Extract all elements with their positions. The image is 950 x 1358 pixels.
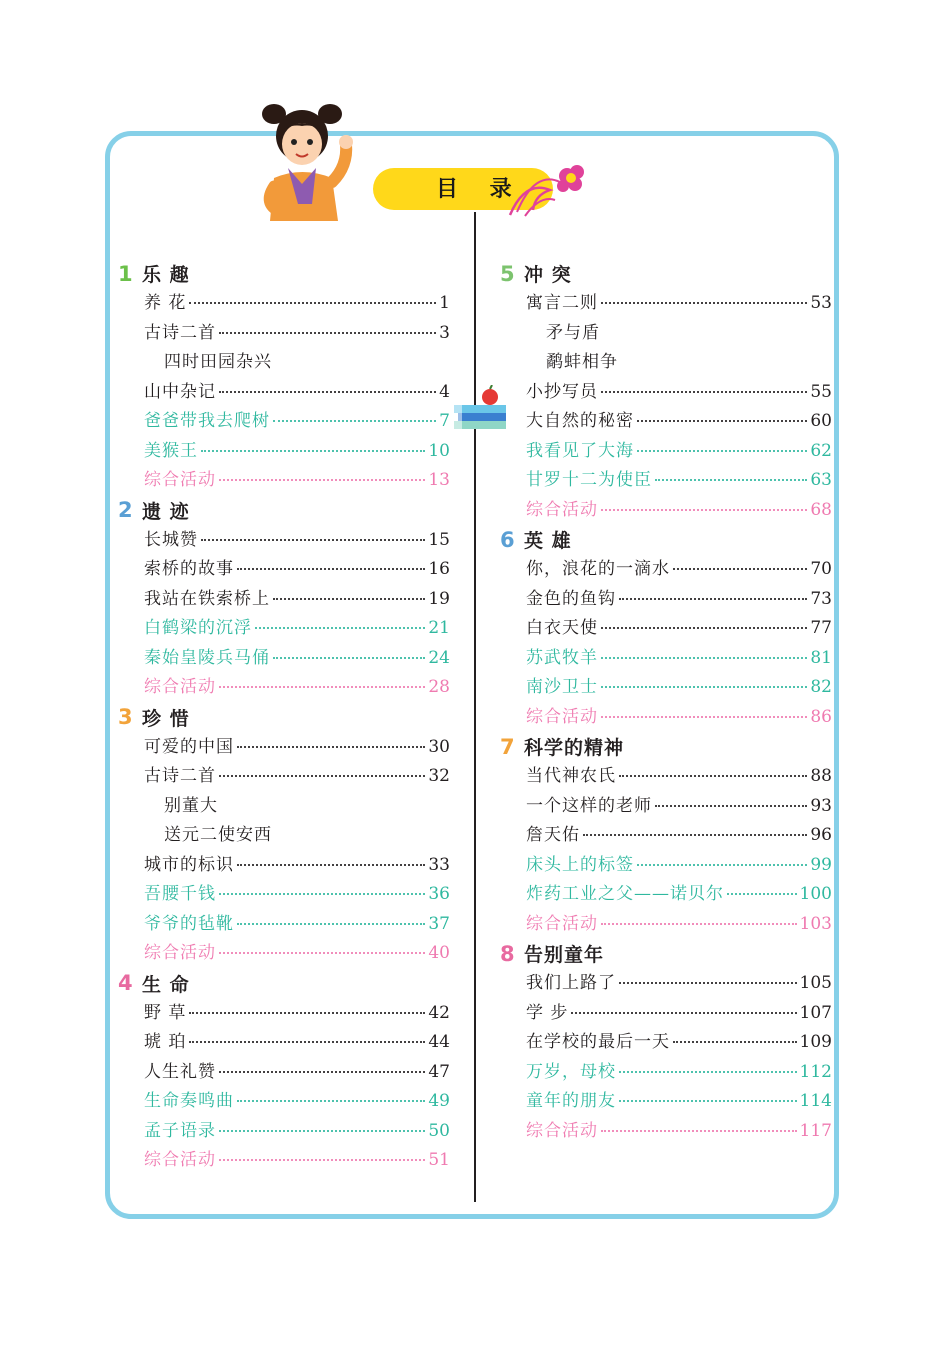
entry-title: 当代神农氏 xyxy=(526,766,616,786)
entry-title: 四时田园杂兴 xyxy=(164,352,272,372)
leader-dots xyxy=(637,420,807,422)
entry-page-number: 36 xyxy=(428,884,450,904)
entry-title: 我看见了大海 xyxy=(526,440,634,461)
toc-entry[interactable] xyxy=(500,554,832,584)
leader-dots xyxy=(601,627,807,629)
entry-page-number: 82 xyxy=(810,677,832,697)
entry-title: 综合活动 xyxy=(144,943,216,963)
entry-title: 学 步 xyxy=(526,1002,569,1023)
toc-entry[interactable] xyxy=(118,613,450,643)
entry-title: 综合活动 xyxy=(526,913,598,934)
leader-dots xyxy=(237,864,425,866)
toc-entry[interactable] xyxy=(118,909,450,939)
entry-title: 综合活动 xyxy=(526,499,598,520)
entry-page-number: 7 xyxy=(439,411,450,431)
entry-title: 孟子语录 xyxy=(144,1120,216,1141)
leader-dots xyxy=(189,302,436,304)
toc-entry[interactable] xyxy=(500,406,832,436)
leader-dots xyxy=(673,568,807,570)
toc-entry[interactable] xyxy=(118,761,450,791)
entry-title: 综合活动 xyxy=(144,677,216,697)
entry-title: 山中杂记 xyxy=(144,381,216,402)
entry-page-number: 60 xyxy=(810,411,832,431)
toc-entry[interactable] xyxy=(118,465,450,495)
unit-number: 6 xyxy=(500,527,515,552)
toc-entry[interactable] xyxy=(118,406,450,436)
entry-title: 索桥的故事 xyxy=(144,559,234,579)
entry-page-number: 37 xyxy=(428,913,450,934)
toc-entry[interactable] xyxy=(118,554,450,584)
entry-page-number: 30 xyxy=(428,736,450,757)
unit-heading xyxy=(500,525,832,554)
leader-dots xyxy=(601,302,807,304)
leader-dots xyxy=(219,332,436,334)
toc-entry[interactable] xyxy=(118,850,450,880)
entry-page-number: 63 xyxy=(810,470,832,490)
entry-title: 别董大 xyxy=(164,795,218,816)
leader-dots xyxy=(601,657,807,659)
toc-entry[interactable] xyxy=(500,1027,832,1057)
entry-title: 吾腰千钱 xyxy=(144,884,216,904)
unit-heading xyxy=(500,732,832,761)
leader-dots xyxy=(219,391,436,393)
toc-entry[interactable] xyxy=(118,820,450,850)
leader-dots xyxy=(601,716,807,718)
entry-page-number: 32 xyxy=(428,766,450,786)
unit-heading xyxy=(500,259,832,288)
toc-entry[interactable] xyxy=(500,347,832,377)
entry-page-number: 112 xyxy=(799,1061,832,1082)
toc-entry[interactable] xyxy=(500,968,832,998)
unit-title: 英 雄 xyxy=(524,530,572,552)
toc-entry[interactable] xyxy=(500,318,832,348)
entry-title: 白鹤梁的沉浮 xyxy=(144,618,252,638)
entry-page-number: 28 xyxy=(428,677,450,697)
unit-heading xyxy=(118,703,450,732)
toc-entry[interactable] xyxy=(500,436,832,466)
entry-title: 爷爷的毡靴 xyxy=(144,913,234,934)
leader-dots xyxy=(237,746,425,748)
leader-dots xyxy=(189,1041,425,1043)
leader-dots xyxy=(655,805,807,807)
toc-entry[interactable] xyxy=(500,1057,832,1087)
entry-page-number: 62 xyxy=(810,440,832,461)
leader-dots xyxy=(273,598,425,600)
leader-dots xyxy=(655,479,807,481)
entry-title: 人生礼赞 xyxy=(144,1061,216,1082)
entry-title: 长城赞 xyxy=(144,529,198,550)
toc-entry[interactable] xyxy=(118,288,450,318)
entry-page-number: 13 xyxy=(428,470,450,490)
toc-entry[interactable] xyxy=(118,347,450,377)
toc-entry[interactable] xyxy=(118,998,450,1028)
leader-dots xyxy=(637,864,807,866)
entry-page-number: 16 xyxy=(428,559,450,579)
entry-page-number: 93 xyxy=(810,795,832,816)
entry-page-number: 107 xyxy=(799,1002,832,1023)
leader-dots xyxy=(273,657,425,659)
toc-entry[interactable] xyxy=(118,1027,450,1057)
toc-left-column xyxy=(118,258,450,1175)
leader-dots xyxy=(237,568,425,570)
entry-title: 一个这样的老师 xyxy=(526,795,652,816)
leader-dots xyxy=(619,982,797,984)
toc-entry[interactable] xyxy=(500,850,832,880)
unit-number: 4 xyxy=(118,971,133,995)
entry-title: 美猴王 xyxy=(144,440,198,461)
entry-page-number: 49 xyxy=(428,1091,450,1111)
toc-entry[interactable] xyxy=(118,879,450,909)
unit-heading xyxy=(118,496,450,525)
entry-page-number: 51 xyxy=(428,1150,450,1170)
toc-entry[interactable] xyxy=(500,584,832,614)
leader-dots xyxy=(219,479,425,481)
girl-illustration xyxy=(252,96,362,221)
leader-dots xyxy=(601,1130,797,1132)
toc-right-column xyxy=(500,258,832,1145)
toc-entry[interactable] xyxy=(500,377,832,407)
unit-number: 3 xyxy=(118,705,133,729)
entry-title: 床头上的标签 xyxy=(526,854,634,875)
toc-entry[interactable] xyxy=(118,1145,450,1175)
leader-dots xyxy=(219,952,425,954)
toc-entry[interactable] xyxy=(118,318,450,348)
entry-page-number: 103 xyxy=(799,913,832,934)
toc-entry[interactable] xyxy=(118,584,450,614)
entry-title: 古诗二首 xyxy=(144,766,216,786)
leader-dots xyxy=(219,893,425,895)
leader-dots xyxy=(189,1012,425,1014)
entry-page-number: 15 xyxy=(428,529,450,550)
entry-page-number: 86 xyxy=(810,706,832,727)
leader-dots xyxy=(219,686,425,688)
entry-page-number: 105 xyxy=(799,973,832,993)
entry-title: 野 草 xyxy=(144,1002,187,1023)
toc-entry[interactable] xyxy=(500,495,832,525)
leader-dots xyxy=(583,834,807,836)
entry-title: 爸爸带我去爬树 xyxy=(144,411,270,431)
leader-dots xyxy=(619,775,807,777)
unit-number: 7 xyxy=(500,734,515,759)
leader-dots xyxy=(619,1100,797,1102)
entry-title: 养 花 xyxy=(144,293,187,313)
entry-page-number: 40 xyxy=(428,943,450,963)
entry-title: 可爱的中国 xyxy=(144,736,234,757)
entry-page-number: 53 xyxy=(810,293,832,313)
toc-entry[interactable] xyxy=(118,436,450,466)
page-title: 目 录 xyxy=(436,177,524,202)
entry-title: 琥 珀 xyxy=(144,1032,187,1052)
leader-dots xyxy=(219,1130,425,1132)
entry-title: 综合活动 xyxy=(144,470,216,490)
entry-title: 古诗二首 xyxy=(144,322,216,343)
entry-title: 万岁，母校 xyxy=(526,1061,616,1082)
toc-entry[interactable] xyxy=(118,672,450,702)
entry-page-number: 33 xyxy=(428,854,450,875)
entry-title: 你，浪花的一滴水 xyxy=(526,559,670,579)
entry-title: 小抄写员 xyxy=(526,381,598,402)
entry-page-number: 88 xyxy=(810,766,832,786)
entry-title: 我们上路了 xyxy=(526,973,616,993)
leader-dots xyxy=(619,598,807,600)
toc-entry[interactable] xyxy=(118,643,450,673)
unit-title: 珍 惜 xyxy=(142,707,190,730)
leader-dots xyxy=(237,1100,425,1102)
unit-heading xyxy=(118,259,450,288)
entry-title: 炸药工业之父——诺贝尔 xyxy=(526,884,724,904)
toc-entry[interactable] xyxy=(118,377,450,407)
unit-number: 8 xyxy=(500,941,515,966)
toc-entry[interactable] xyxy=(500,791,832,821)
entry-page-number: 96 xyxy=(810,825,832,845)
entry-page-number: 117 xyxy=(799,1120,832,1141)
toc-entry[interactable] xyxy=(500,643,832,673)
toc-entry[interactable] xyxy=(500,909,832,939)
entry-page-number: 81 xyxy=(810,647,832,668)
toc-entry[interactable] xyxy=(500,465,832,495)
flower-decoration xyxy=(505,160,590,220)
toc-entry[interactable] xyxy=(118,732,450,762)
entry-page-number: 55 xyxy=(810,381,832,402)
entry-page-number: 21 xyxy=(428,618,450,638)
leader-dots xyxy=(601,923,797,925)
entry-title: 秦始皇陵兵马俑 xyxy=(144,647,270,668)
entry-page-number: 114 xyxy=(799,1091,832,1111)
entry-title: 甘罗十二为使臣 xyxy=(526,470,652,490)
toc-entry[interactable] xyxy=(118,525,450,555)
entry-page-number: 3 xyxy=(439,322,450,343)
entry-title: 综合活动 xyxy=(526,706,598,727)
entry-page-number: 109 xyxy=(799,1032,832,1052)
entry-title: 童年的朋友 xyxy=(526,1091,616,1111)
toc-entry[interactable] xyxy=(500,1086,832,1116)
leader-dots xyxy=(727,893,797,895)
entry-title: 詹天佑 xyxy=(526,825,580,845)
leader-dots xyxy=(601,686,807,688)
toc-entry[interactable] xyxy=(500,1116,832,1146)
entry-page-number: 68 xyxy=(810,499,832,520)
toc-entry[interactable] xyxy=(118,938,450,968)
entry-title: 综合活动 xyxy=(526,1120,598,1141)
entry-page-number: 1 xyxy=(439,293,450,313)
unit-title: 遗 迹 xyxy=(142,500,190,523)
leader-dots xyxy=(219,775,425,777)
entry-title: 综合活动 xyxy=(144,1150,216,1170)
entry-page-number: 77 xyxy=(810,618,832,638)
unit-number: 2 xyxy=(118,498,133,522)
leader-dots xyxy=(255,627,425,629)
entry-page-number: 10 xyxy=(428,440,450,461)
toc-entry[interactable] xyxy=(500,820,832,850)
column-divider xyxy=(474,212,476,1202)
leader-dots xyxy=(673,1041,797,1043)
leader-dots xyxy=(201,450,425,452)
toc-entry[interactable] xyxy=(500,998,832,1028)
entry-page-number: 50 xyxy=(428,1120,450,1141)
leader-dots xyxy=(219,1071,425,1073)
entry-title: 矛与盾 xyxy=(546,322,600,343)
entry-page-number: 4 xyxy=(439,381,450,402)
entry-page-number: 73 xyxy=(810,588,832,609)
unit-number: 5 xyxy=(500,261,515,286)
entry-page-number: 70 xyxy=(810,559,832,579)
leader-dots xyxy=(619,1071,797,1073)
entry-page-number: 47 xyxy=(428,1061,450,1082)
toc-entry[interactable] xyxy=(500,672,832,702)
entry-title: 鹬蚌相争 xyxy=(546,352,618,372)
leader-dots xyxy=(237,923,425,925)
unit-title: 告别童年 xyxy=(524,944,605,966)
entry-title: 我站在铁索桥上 xyxy=(144,588,270,609)
entry-page-number: 42 xyxy=(428,1002,450,1023)
leader-dots xyxy=(273,420,436,422)
unit-number: 1 xyxy=(118,261,133,286)
leader-dots xyxy=(601,509,807,511)
leader-dots xyxy=(637,450,807,452)
entry-title: 大自然的秘密 xyxy=(526,411,634,431)
toc-entry[interactable] xyxy=(500,879,832,909)
leader-dots xyxy=(219,1159,425,1161)
entry-title: 金色的鱼钩 xyxy=(526,588,616,609)
unit-title: 生 命 xyxy=(142,973,190,996)
toc-entry[interactable] xyxy=(118,1116,450,1146)
toc-entry[interactable] xyxy=(118,1057,450,1087)
toc-entry[interactable] xyxy=(500,288,832,318)
toc-entry[interactable] xyxy=(500,761,832,791)
unit-title: 冲 突 xyxy=(524,264,572,286)
toc-entry[interactable] xyxy=(500,702,832,732)
leader-dots xyxy=(601,391,807,393)
entry-title: 送元二使安西 xyxy=(164,825,272,845)
entry-title: 苏武牧羊 xyxy=(526,647,598,668)
unit-title: 乐 趣 xyxy=(142,264,190,286)
entry-page-number: 99 xyxy=(810,854,832,875)
entry-title: 南沙卫士 xyxy=(526,677,598,697)
toc-entry[interactable] xyxy=(500,613,832,643)
entry-page-number: 44 xyxy=(428,1032,450,1052)
toc-entry[interactable] xyxy=(118,1086,450,1116)
entry-title: 在学校的最后一天 xyxy=(526,1032,670,1052)
entry-title: 城市的标识 xyxy=(144,854,234,875)
entry-page-number: 24 xyxy=(428,647,450,668)
unit-heading xyxy=(118,969,450,998)
toc-entry[interactable] xyxy=(118,791,450,821)
entry-title: 白衣天使 xyxy=(526,618,598,638)
unit-heading xyxy=(500,939,832,968)
leader-dots xyxy=(571,1012,796,1014)
unit-title: 科学的精神 xyxy=(524,737,625,759)
entry-title: 寓言二则 xyxy=(526,293,598,313)
entry-title: 生命奏鸣曲 xyxy=(144,1091,234,1111)
entry-page-number: 19 xyxy=(428,588,450,609)
leader-dots xyxy=(201,539,425,541)
entry-page-number: 100 xyxy=(799,884,832,904)
